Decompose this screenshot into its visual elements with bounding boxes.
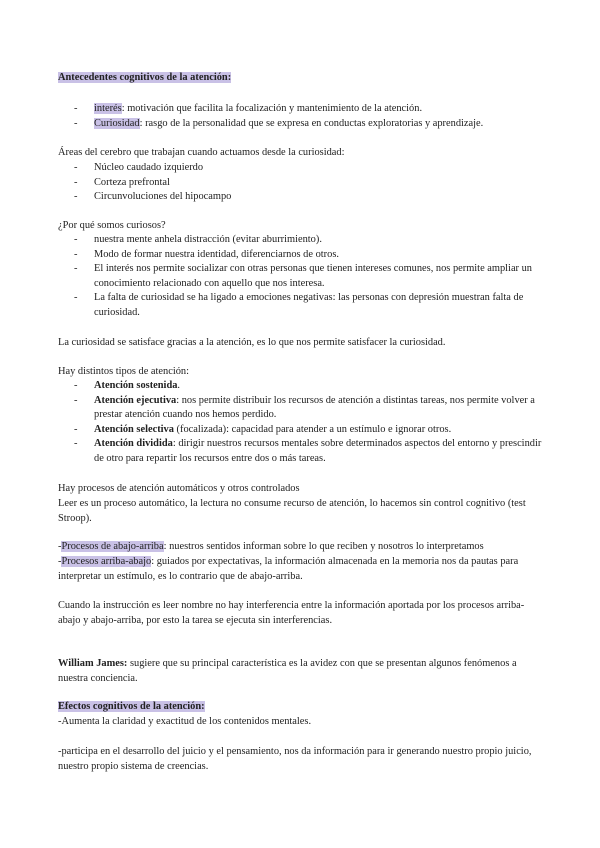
list-item: - Atención ejecutiva: nos permite distribuir los recursos de atención a distintas tareas, nos permite volver a prestar atención cuando nos hemos perdido. xyxy=(74,394,535,420)
list-item: - Atención dividida: dirigir nuestros recursos mentales sobre determinados aspectos del entorno y prescindir de otro para repartir los recursos entre dos o más tareas. xyxy=(74,438,542,464)
list-item: - Modo de formar nuestra identidad, diferenciarnos de otros. xyxy=(74,248,339,260)
efectos-line2: -participa en el desarrollo del juicio y el pensamiento, nos da información para ir generando nuestro propio juicio, nuestro propio sistema de creencias. xyxy=(58,746,532,772)
list-item: - interés: motivación que facilita la focalización y mantenimiento de la atención. xyxy=(74,103,423,114)
tipos-intro: Hay distintos tipos de atención: xyxy=(58,366,190,377)
tipos-list xyxy=(58,379,542,466)
list-item: - Núcleo caudado izquierdo xyxy=(74,162,204,173)
antecedentes-list xyxy=(58,102,542,131)
instruccion-paragraph: Cuando la instrucción es leer nombre no hay interferencia entre la información aportada por los procesos arriba-abajo y abajo-arriba, por esto la tarea se ejecuta sin interferencias. xyxy=(58,600,525,626)
satisface-paragraph: La curiosidad se satisface gracias a la atención, es lo que nos permite satisfacer la curiosidad. xyxy=(58,337,446,348)
list-item: - Corteza prefrontal xyxy=(74,176,170,188)
james-paragraph: William James: sugiere que su principal característica es la avidez con que se presentan algunos fenómenos a nuestra conciencia. xyxy=(58,658,517,684)
efectos-line1: -Aumenta la claridad y exactitud de los contenidos mentales. xyxy=(58,716,312,727)
procesos-line2: Leer es un proceso automático, la lectura no consume recurso de atención, lo hacemos sin control cognitivo (test Stroop). xyxy=(58,498,526,524)
porque-list xyxy=(58,233,542,320)
areas-list xyxy=(58,161,542,205)
list-item: - nuestra mente anhela distracción (evitar aburrimiento). xyxy=(74,234,322,245)
abajo-arriba-paragraph: -Procesos de abajo-arriba: nuestros sentidos informan sobre lo que reciben y nosotros lo interpretamos xyxy=(58,541,484,552)
porque-question: ¿Por qué somos curiosos? xyxy=(58,220,166,231)
list-item: - El interés nos permite socializar con otras personas que tienen intereses comunes, nos permite ampliar un conocimiento relacionado con aquello que nos interesa. xyxy=(74,263,532,289)
procesos-line1: Hay procesos de atención automáticos y otros controlados xyxy=(58,483,300,494)
list-item: - Curiosidad: rasgo de la personalidad que se expresa en conductas exploratorias y aprendizaje. xyxy=(74,117,484,129)
antecedentes-heading: Antecedentes cognitivos de la atención: xyxy=(58,72,232,83)
list-item: - Atención sostenida. xyxy=(74,380,181,391)
list-item: - Atención selectiva (focalizada): capacidad para atender a un estímulo e ignorar otros. xyxy=(74,423,452,435)
list-item: - La falta de curiosidad se ha ligado a emociones negativas: las personas con depresión muestran falta de curiosidad. xyxy=(74,292,524,318)
arriba-abajo-paragraph: -Procesos arriba-abajo: guiados por expectativas, la información almacenada en la memoria nos da pautas para interpretar un estímulo, es lo contrario que de abajo-arriba. xyxy=(58,556,519,582)
list-item: - Circunvoluciones del hipocampo xyxy=(74,191,232,202)
efectos-heading: Efectos cognitivos de la atención: xyxy=(58,701,205,712)
areas-intro: Áreas del cerebro que trabajan cuando actuamos desde la curiosidad: xyxy=(58,147,345,158)
